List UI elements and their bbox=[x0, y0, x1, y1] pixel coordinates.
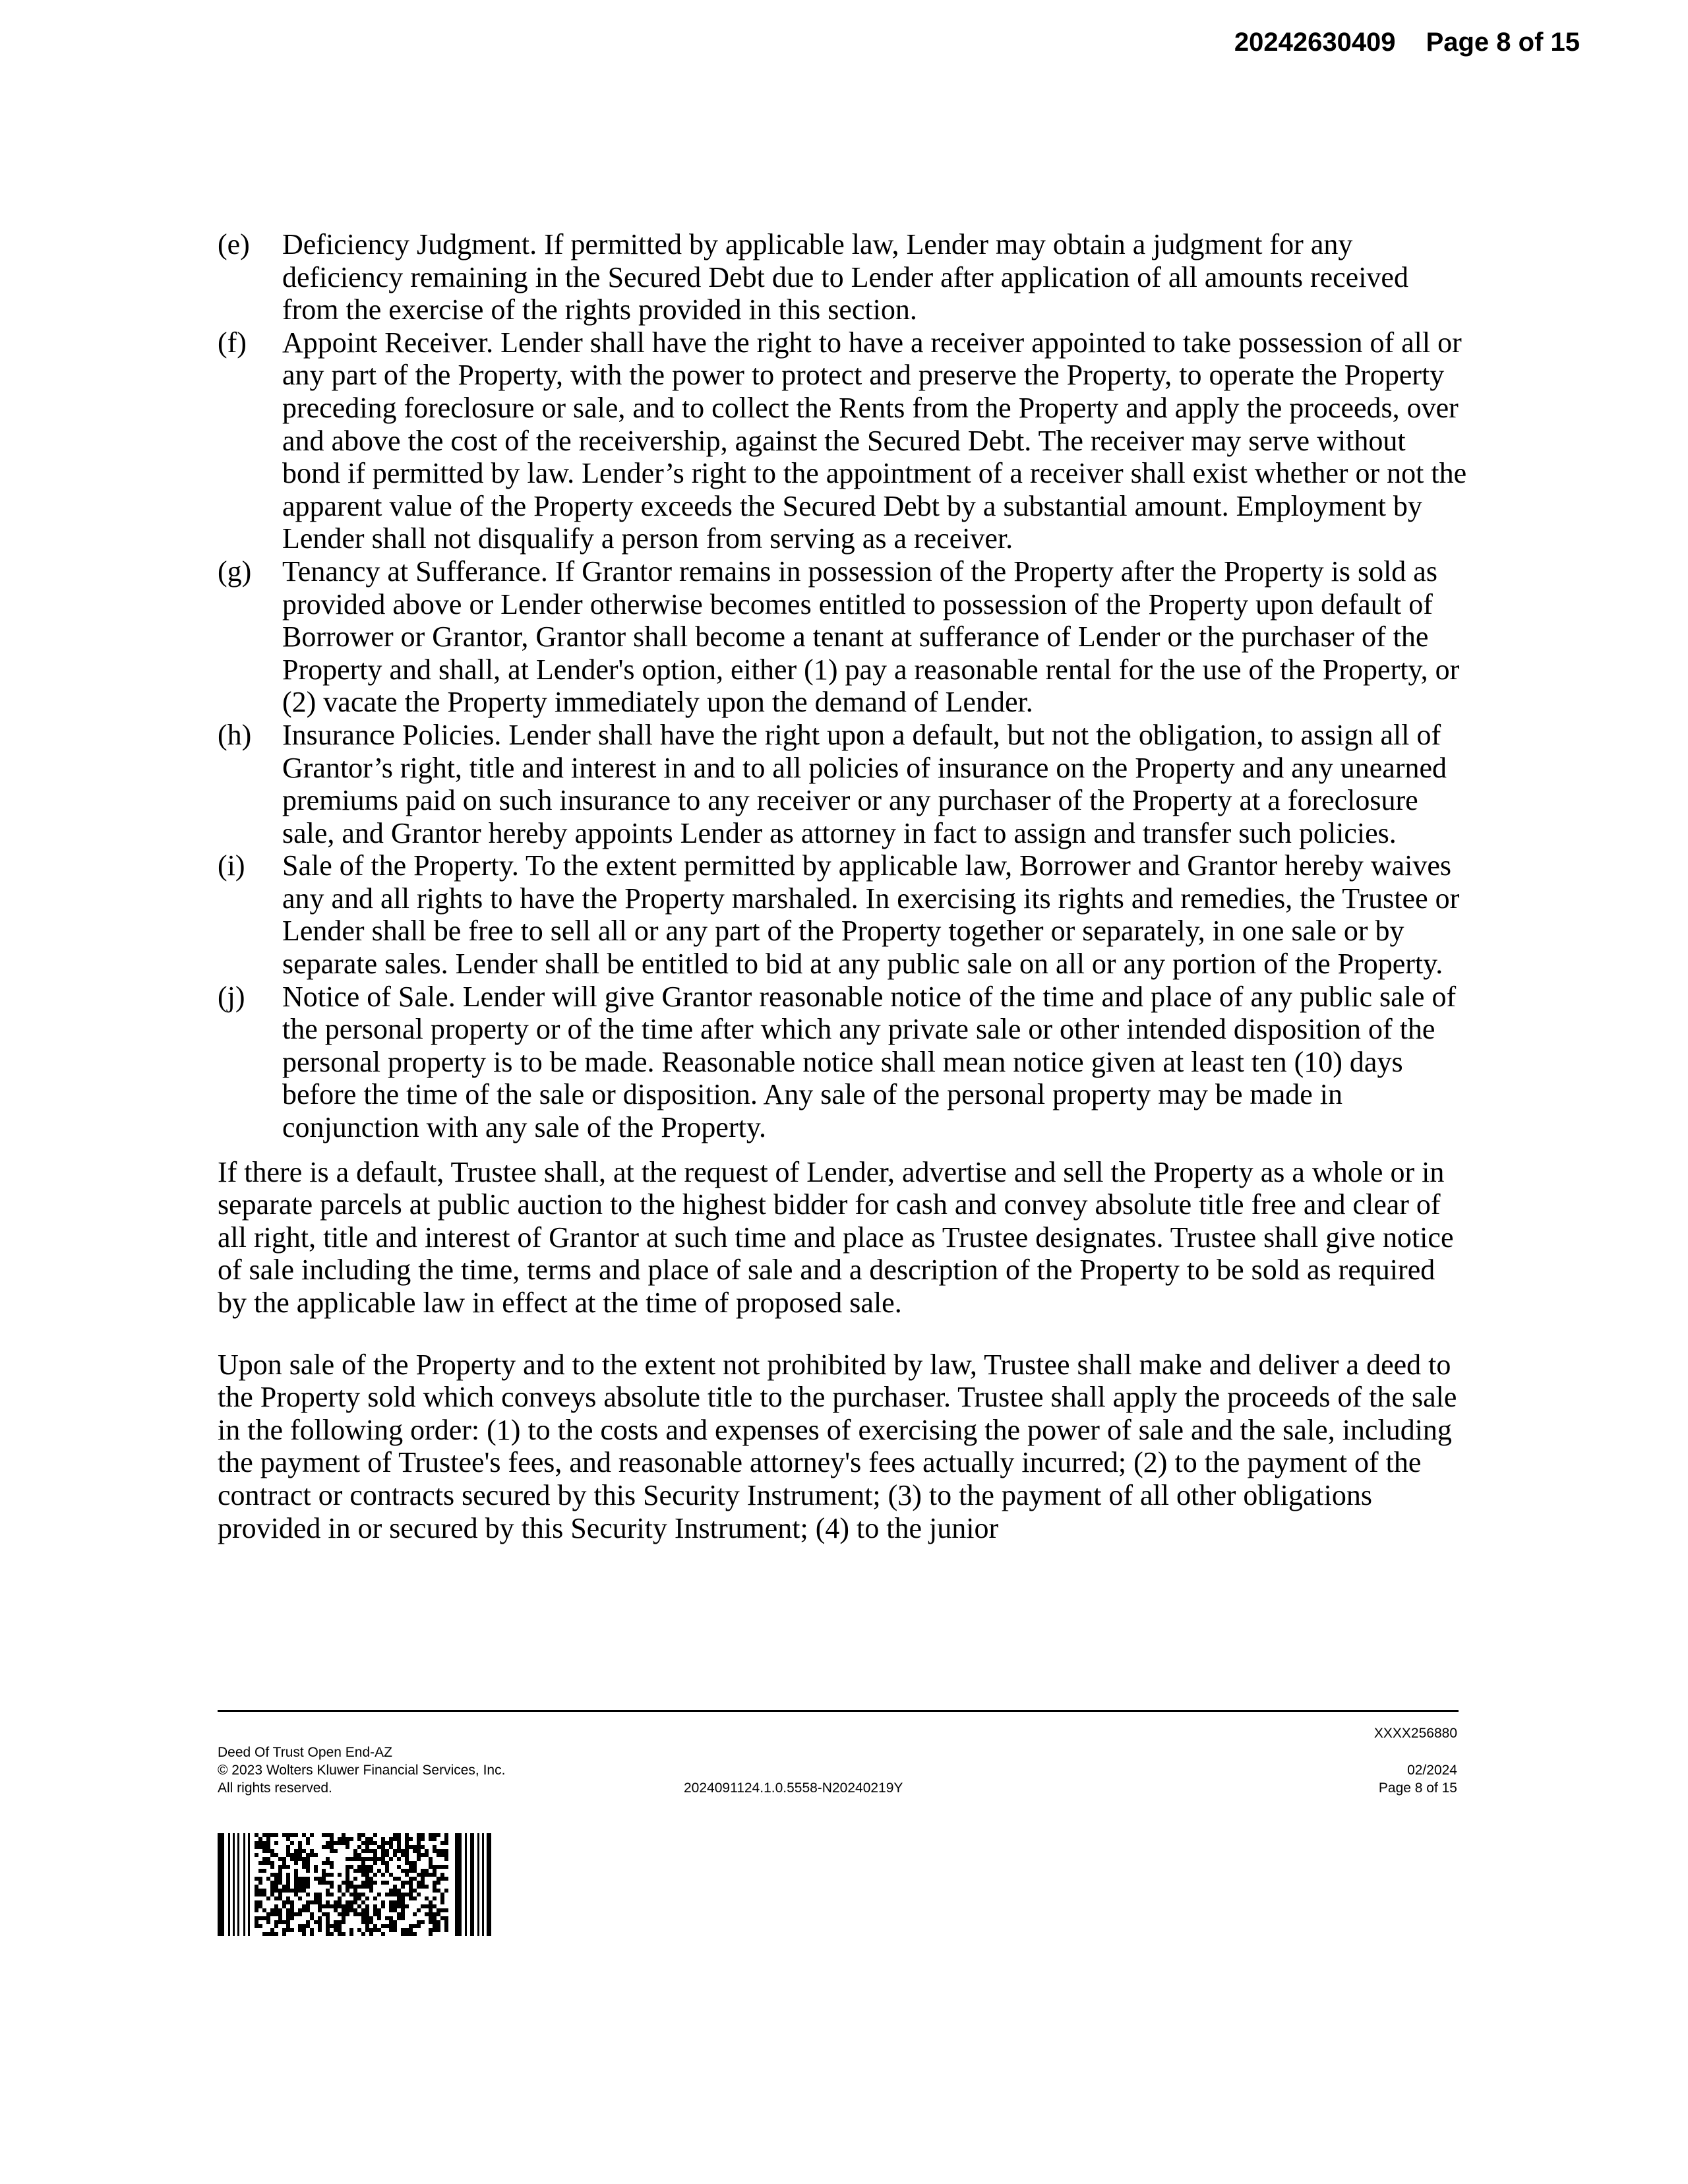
list-item bbox=[218, 228, 1470, 326]
item-marker: (e) bbox=[218, 228, 250, 260]
item-marker: (h) bbox=[218, 718, 252, 751]
footer-account-number: XXXX256880 bbox=[1373, 1726, 1457, 1741]
item-text: Deficiency Judgment. If permitted by applicable law, Lender may obtain a judgment for any deficiency remaining in the Secured Debt due to Lender after application of all amounts received from the exercise of the rights provided in this section. bbox=[282, 228, 1408, 326]
footer-rights: All rights reserved. bbox=[218, 1780, 332, 1796]
document-body bbox=[218, 228, 1470, 1573]
item-text: Tenancy at Sufferance. If Grantor remains in possession of the Property after the Property is sold as provided above or Lender otherwise becomes entitled to possession of the Property upon default of Borrower or Grantor, Grantor shall become a tenant at sufferance of Lender or the purchaser of the Property and shall, at Lender's option, either (1) pay a reasonable rental for the use of the Property, or (2) vacate the Property immediately upon the demand of Lender. bbox=[282, 555, 1460, 719]
document-number: 20242630409 bbox=[1234, 28, 1396, 57]
list-item bbox=[218, 981, 1470, 1144]
item-marker: (f) bbox=[218, 326, 247, 359]
barcode-image bbox=[218, 1833, 491, 1936]
item-marker: (j) bbox=[218, 980, 245, 1013]
footer-page-number: Page 8 of 15 bbox=[1378, 1780, 1457, 1796]
list-item bbox=[218, 326, 1470, 555]
item-text: Sale of the Property. To the extent permitted by applicable law, Borrower and Grantor hereby waives any and all rights to have the Property marshaled. In exercising its rights and remedies, the Trustee or Lender shall be free to sell all or any part of the Property together or separately, in one sale or by separate sales. Lender shall be entitled to bid at any public sale on all or any portion of the Property. bbox=[282, 849, 1460, 981]
header-page-number: Page 8 of 15 bbox=[1426, 28, 1580, 57]
item-text: Insurance Policies. Lender shall have the right upon a default, but not the obligation, to assign all of Grantor’s right, title and interest in and to all policies of insurance on the Property and any unearned premiums paid on such insurance to any receiver or any purchaser of the Property at a foreclosure sale, and Grantor hereby appoints Lender as attorney in fact to assign and transfer such policies. bbox=[282, 718, 1447, 849]
footer-divider bbox=[218, 1710, 1459, 1712]
body-paragraph: Upon sale of the Property and to the extent not prohibited by law, Trustee shall make and deliver a deed to the Property sold which conveys absolute title to the purchaser. Trustee shall apply the proceeds of the sale in the following order: (1) to the costs and expenses of exercising the power of sale and the sale, including the payment of Trustee's fees, and reasonable attorney's fees actually incurred; (2) to the payment of the contract or contracts secured by this Security Instrument; (3) to the payment of all other obligations provided in or secured by this Security Instrument; (4) to the junior bbox=[218, 1348, 1457, 1544]
item-marker: (g) bbox=[218, 555, 252, 588]
item-text: Appoint Receiver. Lender shall have the right to have a receiver appointed to take possession of all or any part of the Property, with the power to protect and preserve the Property, to operate the Property preceding foreclosure or sale, and to collect the Rents from the Property and apply the proceeds, over and above the cost of the receivership, against the Secured Debt. The receiver may serve without bond if permitted by law. Lender’s right to the appointment of a receiver shall exist whether or not the apparent value of the Property exceeds the Secured Debt by a substantial amount. Employment by Lender shall not disqualify a person from serving as a receiver. bbox=[282, 326, 1467, 555]
list-item bbox=[218, 719, 1470, 849]
item-marker: (i) bbox=[218, 849, 245, 882]
item-text: Notice of Sale. Lender will give Grantor reasonable notice of the time and place of any public sale of the personal property or of the time after which any private sale or other intended disposition of the personal property is to be made. Reasonable notice shall mean notice given at least ten (10) days before the time of the sale or disposition. Any sale of the personal property may be made in conjunction with any sale of the Property. bbox=[282, 980, 1457, 1144]
footer-date: 02/2024 bbox=[1407, 1763, 1457, 1778]
footer-copyright: © 2023 Wolters Kluwer Financial Services, Inc. bbox=[218, 1763, 506, 1778]
body-paragraph: If there is a default, Trustee shall, at the request of Lender, advertise and sell the Property as a whole or in separate parcels at public auction to the highest bidder for cash and convey absolute title free and clear of all right, title and interest of Grantor at such time and place as Trustee designates. Trustee shall give notice of sale including the time, terms and place of sale and a description of the Property to be sold as required by the applicable law in effect at the time of proposed sale. bbox=[218, 1155, 1454, 1319]
page-header bbox=[1234, 28, 1580, 57]
list-item bbox=[218, 555, 1470, 719]
list-item bbox=[218, 849, 1470, 980]
footer-version-code: 2024091124.1.0.5558-N20240219Y bbox=[684, 1780, 903, 1796]
footer-form-name: Deed Of Trust Open End-AZ bbox=[218, 1745, 392, 1760]
